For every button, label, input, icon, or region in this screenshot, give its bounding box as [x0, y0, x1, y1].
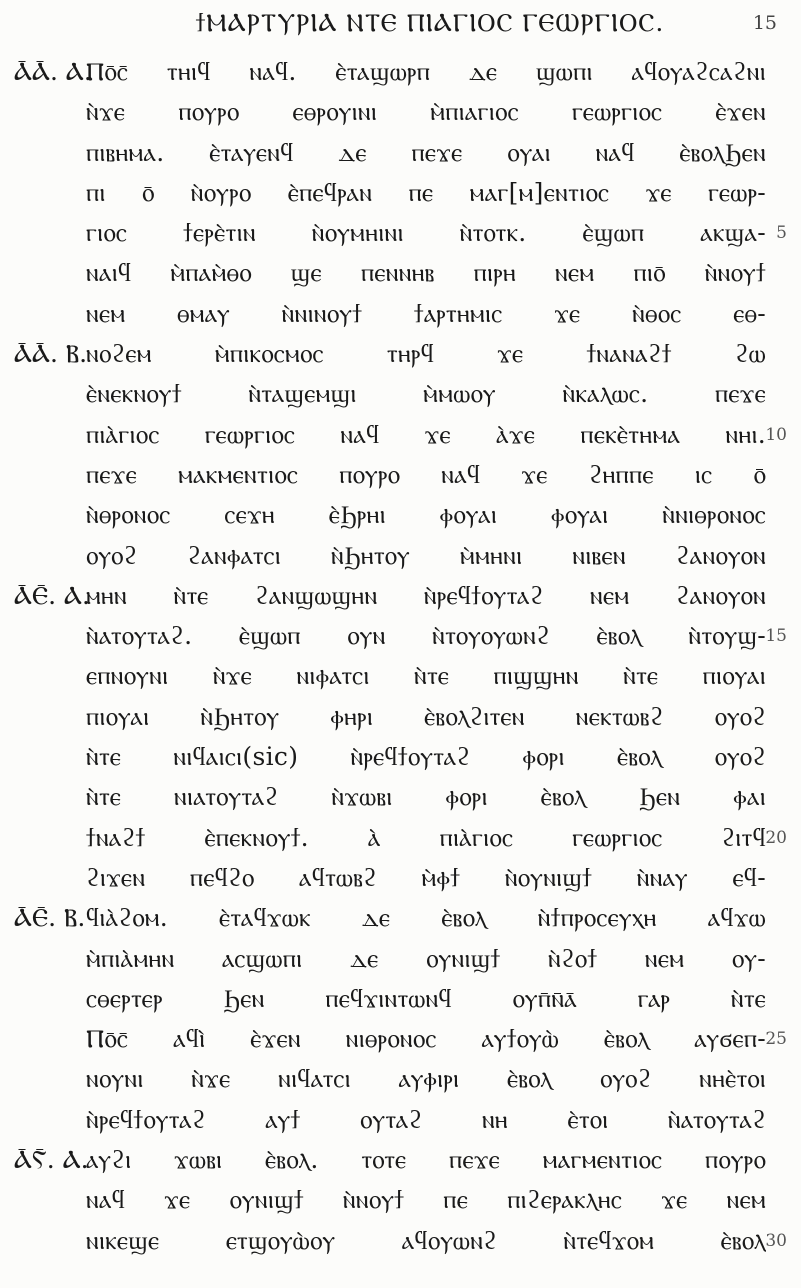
text-line — [0, 133, 801, 173]
line-text: ϯⲛⲁϩϯ ⲉ̀ⲡⲉⲕⲛⲟⲩϯ. ⲁ̀ ⲡⲓⲁ̀ⲅⲓⲟⲥ ⲅⲉⲱⲣⲅⲓⲟⲥ ϩⲓⲧϥ — [86, 822, 766, 852]
text-line — [0, 213, 801, 253]
line-text: ⲛ̀ⲣⲉϥϯⲟⲩⲧⲁϩ ⲁⲩϯ ⲟⲩⲧⲁϩ ⲛⲏ ⲉ̀ⲧⲟⲓ ⲛ̀ⲁⲧⲟⲩⲧⲁϩ — [86, 1104, 766, 1134]
line-text: ⲡⲓ ⲟ̄ ⲛ̀ⲟⲩⲣⲟ ⲉ̀ⲡⲉϥⲣⲁⲛ ⲡⲉ ⲙⲁⲅ[ⲙ]ⲉⲛⲧⲓⲟⲥ ϫⲉ ⲅⲉⲱⲣ- — [86, 177, 766, 207]
text-line — [0, 334, 801, 374]
line-text: ⲡⲓⲃⲏⲙⲁ. ⲉ̀ⲧⲁⲩⲉⲛϥ ⲇⲉ ⲡⲉϫⲉ ⲟⲩⲁⲓ ⲛⲁϥ ⲉ̀ⲃⲟⲗϦⲉⲛ — [86, 137, 766, 167]
line-text: ⲥⲑⲉⲣⲧⲉⲣ Ϧⲉⲛ ⲡⲉϥϫⲓⲛⲧⲱⲛϥ ⲟⲩⲡ̄ⲛ̄ⲁ̄ ⲅⲁⲣ ⲛ̀ⲧⲉ — [86, 983, 766, 1013]
text-line — [0, 253, 801, 293]
running-title: ϯⲘⲀⲢⲦⲨⲢⲒⲀ ⲚⲦⲈ ⲠⲒⲀⲄⲒⲞⲤ ⲄⲈⲰⲢⲄⲒⲞⲤ. — [195, 8, 665, 37]
line-text: ⲛ̀ⲧⲉ ⲛⲓϥⲁⲓⲥⲓ(sic) ⲛ̀ⲣⲉϥϯⲟⲩⲧⲁϩ ⲫⲟⲣⲓ ⲉ̀ⲃⲟⲗ ⲟⲩⲟϩ — [86, 742, 766, 772]
text-line — [0, 1100, 801, 1140]
line-text: ⲙⲏⲛ ⲛ̀ⲧⲉ ϩⲁⲛϣⲱϣⲏⲛ ⲛ̀ⲣⲉϥϯⲟⲩⲧⲁϩ ⲛⲉⲙ ϩⲁⲛⲟⲩⲟⲛ — [86, 580, 766, 610]
line-text: ⲛⲟϩⲉⲙ ⲙ̀ⲡⲓⲕⲟⲥⲙⲟⲥ ⲧⲏⲣϥ ϫⲉ ϯⲛⲁⲛⲁϩϯ ϩⲱ — [86, 339, 766, 369]
margin-reference: Ⲁ̄Ⲋ̄. Ⲁ. — [14, 1145, 89, 1175]
margin-reference: Ⲁ̄Ⲁ̄. Ⲃ. — [14, 339, 88, 369]
text-line — [0, 616, 801, 656]
line-text: ⲛ̀ⲧⲉ ⲛⲓⲁⲧⲟⲩⲧⲁϩ ⲛ̀ϫⲱⲃⲓ ⲫⲟⲣⲓ ⲉ̀ⲃⲟⲗ Ϧⲉⲛ ⲫⲁⲓ — [86, 782, 766, 812]
text-line — [0, 656, 801, 696]
text-line — [0, 576, 801, 616]
line-text: ⲅⲓⲟⲥ ϯⲉⲣⲉ̀ⲧⲓⲛ ⲛ̀ⲟⲩⲙⲏⲓⲛⲓ ⲛ̀ⲧⲟⲧⲕ. ⲉ̀ϣⲱⲡ ⲁⲕϣⲁ- — [86, 218, 766, 248]
text-line — [0, 777, 801, 817]
text-body — [0, 52, 801, 1261]
text-line — [0, 415, 801, 455]
text-line — [0, 939, 801, 979]
margin-reference: Ⲁ̄Ⲉ̄. Ⲁ. — [14, 580, 90, 610]
line-text: ⲛⲓⲕⲉϣⲉ ⲉⲧϣⲟⲩⲱ̀ⲟⲩ ⲁϥⲟⲩⲱⲛϩ ⲛ̀ⲧⲉϥϫⲟⲙ ⲉ̀ⲃⲟⲗ — [86, 1225, 766, 1255]
line-text: ⲛⲉⲙ ⲑⲙⲁⲩ ⲛ̀ⲛⲓⲛⲟⲩϯ ϯⲁⲣⲧⲏⲙⲓⲥ ϫⲉ ⲛ̀ⲑⲟⲥ ⲉⲑ- — [86, 298, 766, 328]
line-number: 25 — [765, 1029, 787, 1050]
line-text: ⲙ̀ⲡⲓⲁ̀ⲙⲏⲛ ⲁⲥϣⲱⲡⲓ ⲇⲉ ⲟⲩⲛⲓϣϯ ⲛ̀ϩⲟϯ ⲛⲉⲙ ⲟⲩ- — [86, 943, 766, 973]
text-line — [0, 495, 801, 535]
page-number: 15 — [752, 12, 777, 34]
margin-reference: Ⲁ̄Ⲉ̄. Ⲃ. — [14, 903, 86, 933]
text-line — [0, 1140, 801, 1180]
text-line — [0, 1221, 801, 1261]
line-text: ⲟⲩⲟϩ ϩⲁⲛⲫⲁⲧⲥⲓ ⲛ̀Ϧⲏⲧⲟⲩ ⲙ̀ⲙⲏⲛⲓ ⲛⲓⲃⲉⲛ ϩⲁⲛⲟⲩⲟⲛ — [86, 540, 766, 570]
text-line — [0, 818, 801, 858]
text-line — [0, 92, 801, 132]
text-line — [0, 898, 801, 938]
line-number: 10 — [765, 424, 787, 445]
text-line — [0, 294, 801, 334]
line-text: ϥⲓⲁ̀ϩⲟⲙ. ⲉ̀ⲧⲁϥϫⲱⲕ ⲇⲉ ⲉ̀ⲃⲟⲗ ⲛ̀ϯⲡⲣⲟⲥⲉⲩⲭⲏ ⲁϥϫⲱ — [86, 903, 766, 933]
text-line — [0, 737, 801, 777]
line-text: ⲡⲓⲁ̀ⲅⲓⲟⲥ ⲅⲉⲱⲣⲅⲓⲟⲥ ⲛⲁϥ ϫⲉ ⲁ̀ϫⲉ ⲡⲉⲕⲉ̀ⲧⲏⲙⲁ ⲛⲏⲓ. — [86, 419, 766, 449]
text-line — [0, 52, 801, 92]
line-number: 5 — [776, 223, 787, 244]
text-line — [0, 1180, 801, 1220]
line-text: ⲡⲉϫⲉ ⲙⲁⲕⲙⲉⲛⲧⲓⲟⲥ ⲡⲟⲩⲣⲟ ⲛⲁϥ ϫⲉ ϩⲏⲡⲡⲉ ⲓⲥ ⲟ̄ — [86, 459, 766, 489]
text-line — [0, 455, 801, 495]
line-text: ⲛⲁϥ ϫⲉ ⲟⲩⲛⲓϣϯ ⲛ̀ⲛⲟⲩϯ ⲡⲉ ⲡⲓϩⲉⲣⲁⲕⲗⲏⲥ ϫⲉ ⲛⲉⲙ — [86, 1185, 766, 1215]
line-text: ⲉⲡⲛⲟⲩⲛⲓ ⲛ̀ϫⲉ ⲛⲓⲫⲁⲧⲥⲓ ⲛ̀ⲧⲉ ⲡⲓϣϣⲏⲛ ⲛ̀ⲧⲉ ⲡⲓⲟⲩⲁⲓ — [86, 661, 766, 691]
text-line — [0, 979, 801, 1019]
text-line — [0, 173, 801, 213]
text-line — [0, 536, 801, 576]
line-text: ⲛ̀ϫⲉ ⲡⲟⲩⲣⲟ ⲉⲑⲣⲟⲩⲓⲛⲓ ⲙ̀ⲡⲓⲁⲅⲓⲟⲥ ⲅⲉⲱⲣⲅⲓⲟⲥ ⲉ̀ϫⲉⲛ — [86, 97, 766, 127]
line-number: 20 — [765, 827, 787, 848]
text-line — [0, 858, 801, 898]
line-text: ⲛⲟⲩⲛⲓ ⲛ̀ϫⲉ ⲛⲓϥⲁⲧⲥⲓ ⲁⲩⲫⲓⲣⲓ ⲉ̀ⲃⲟⲗ ⲟⲩⲟϩ ⲛⲏⲉ̀ⲧⲟⲓ — [86, 1064, 766, 1094]
line-text: ⲛ̀ⲁⲧⲟⲩⲧⲁϩ. ⲉ̀ϣⲱⲡ ⲟⲩⲛ ⲛ̀ⲧⲟⲩⲟⲩⲱⲛϩ ⲉ̀ⲃⲟⲗ ⲛ̀ⲧⲟⲩϣ- — [86, 621, 766, 651]
text-line — [0, 697, 801, 737]
line-text: ⲡⲓⲟⲩⲁⲓ ⲛ̀Ϧⲏⲧⲟⲩ ⲫⲏⲣⲓ ⲉ̀ⲃⲟⲗϩⲓⲧⲉⲛ ⲛⲉⲕⲧⲱⲃϩ ⲟⲩⲟϩ — [86, 701, 766, 731]
text-line — [0, 374, 801, 414]
line-number: 15 — [765, 626, 787, 647]
margin-reference: Ⲁ̄Ⲁ̄. Ⲁ. — [14, 57, 92, 86]
line-text: ϩⲓϫⲉⲛ ⲡⲉϥϩⲟ ⲁϥⲧⲱⲃϩ ⲙ̀ⲫϯ ⲛ̀ⲟⲩⲛⲓϣϯ ⲛ̀ⲛⲁⲩ ⲉϥ- — [86, 862, 766, 892]
line-text: Ⲡⲟ̄ⲥ̄ ⲧⲏⲓϥ ⲛⲁϥ. ⲉ̀ⲧⲁϣⲱⲣⲡ ⲇⲉ ϣⲱⲡⲓ ⲁϥⲟⲩⲁϩⲥⲁϩⲛⲓ — [86, 57, 766, 86]
line-text: ⲛⲁⲓϥ ⲙ̀ⲡⲁⲙ̀ⲑⲟ ϣⲉ ⲡⲉⲛⲛⲏⲃ ⲡⲓⲣⲏ ⲛⲉⲙ ⲡⲓⲟ̄ ⲛ̀ⲛⲟⲩϯ — [86, 258, 766, 288]
line-number: 30 — [765, 1230, 787, 1251]
line-text: ⲁⲩϩⲓ ϫⲱⲃⲓ ⲉ̀ⲃⲟⲗ. ⲧⲟⲧⲉ ⲡⲉϫⲉ ⲙⲁⲅⲙⲉⲛⲧⲓⲟⲥ ⲡⲟⲩⲣⲟ — [86, 1145, 766, 1175]
line-text: Ⲡⲟ̄ⲥ̄ ⲁϥⲓ̀ ⲉ̀ϫⲉⲛ ⲛⲓⲑⲣⲟⲛⲟⲥ ⲁⲩϯⲟⲩⲱ̀ ⲉ̀ⲃⲟⲗ ⲁⲩϭⲉⲡ- — [86, 1024, 766, 1054]
text-line — [0, 1059, 801, 1099]
line-text: ⲉ̀ⲛⲉⲕⲛⲟⲩϯ ⲛ̀ⲧⲁϣⲉⲙϣⲓ ⲙ̀ⲙⲱⲟⲩ ⲛ̀ⲕⲁⲗⲱⲥ. ⲡⲉϫⲉ — [86, 379, 766, 409]
line-text: ⲛ̀ⲑⲣⲟⲛⲟⲥ ⲥⲉϫⲏ ⲉ̀Ϧⲣⲏⲓ ⲫⲟⲩⲁⲓ ⲫⲟⲩⲁⲓ ⲛ̀ⲛⲓⲑⲣⲟⲛⲟⲥ — [86, 500, 766, 530]
text-line — [0, 1019, 801, 1059]
